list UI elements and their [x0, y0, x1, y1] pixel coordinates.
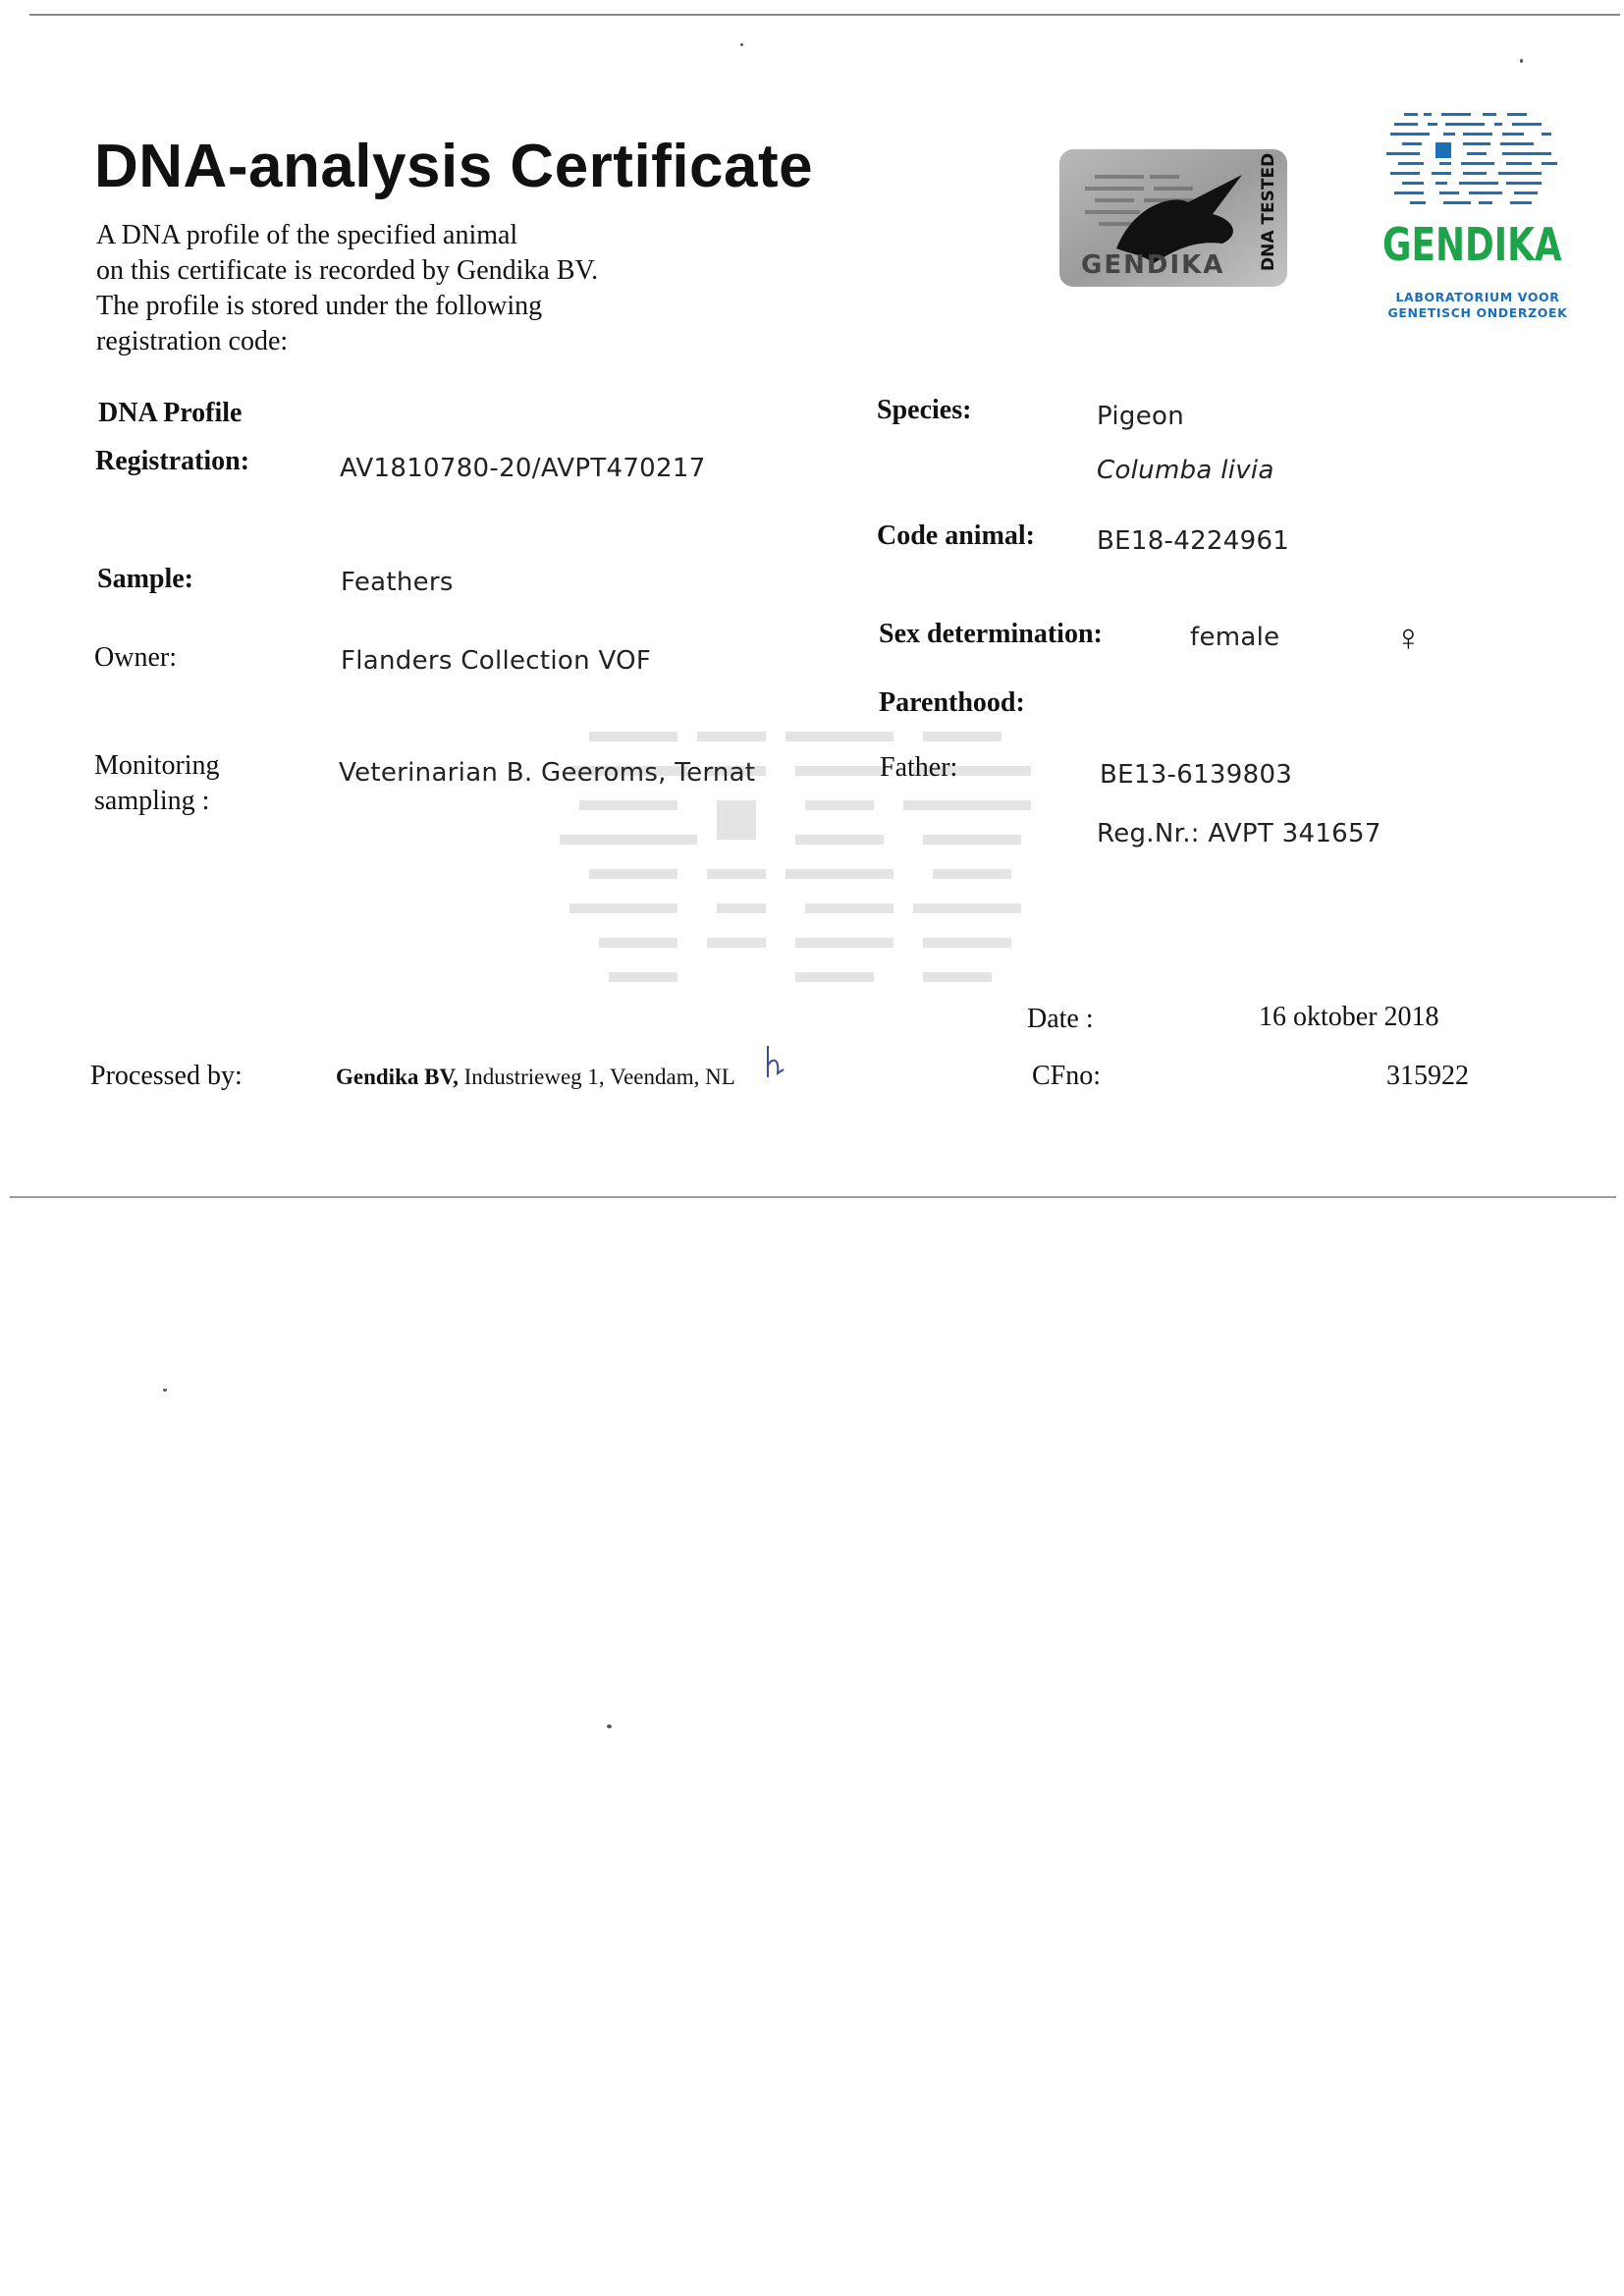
- bottom-border-rule: [10, 1196, 1616, 1198]
- date-label: Date :: [1027, 1004, 1094, 1034]
- scan-speck: [163, 1389, 167, 1392]
- father-reg-value: AVPT 341657: [1208, 819, 1381, 848]
- logo-subtitle-line: LABORATORIUM VOOR: [1395, 290, 1560, 304]
- father-reg: [1097, 819, 1381, 848]
- father-reg-label: Reg.Nr.:: [1097, 819, 1200, 848]
- species-common-value: Pigeon: [1097, 402, 1185, 431]
- cfno-label: CFno:: [1032, 1061, 1102, 1091]
- owner-label: Owner:: [94, 642, 177, 673]
- stamp-brand: GENDIKA: [1081, 250, 1225, 280]
- registration-label: Registration:: [95, 446, 250, 476]
- owner-value: Flanders Collection VOF: [341, 646, 652, 676]
- father-label: Father:: [880, 752, 958, 783]
- monitoring-label-line2: sampling :: [94, 786, 210, 816]
- gendika-logo-subtitle: [1386, 290, 1569, 321]
- processed-by-value: [336, 1065, 735, 1090]
- father-value: BE13-6139803: [1100, 760, 1293, 790]
- certificate-title: DNA-analysis Certificate: [94, 133, 814, 200]
- monitoring-label-line1: Monitoring: [94, 750, 220, 781]
- species-label: Species:: [877, 395, 972, 425]
- handwritten-initial-mark: [762, 1044, 789, 1085]
- gendika-logo-mark: [1384, 111, 1566, 209]
- date-value: 16 oktober 2018: [1259, 1002, 1439, 1032]
- gendika-logo-text: GENDIKA: [1382, 218, 1562, 271]
- code-animal-label: Code animal:: [877, 520, 1035, 551]
- stamp-badge: DNA TESTED: [1259, 152, 1278, 271]
- certificate-intro: [96, 218, 646, 359]
- scan-speck: [740, 43, 743, 46]
- scan-speck: [607, 1724, 612, 1728]
- intro-line: registration code:: [96, 326, 289, 356]
- intro-line: on this certificate is recorded by Gendika BV.: [96, 255, 599, 286]
- sample-label: Sample:: [97, 564, 193, 594]
- registration-value: AV1810780-20/AVPT470217: [340, 454, 706, 483]
- sex-determination-label: Sex determination:: [879, 619, 1103, 649]
- processed-by-label: Processed by:: [90, 1061, 243, 1091]
- intro-line: A DNA profile of the specified animal: [96, 220, 518, 250]
- female-symbol: ♀: [1394, 618, 1423, 659]
- sex-value: female: [1190, 623, 1280, 652]
- top-border-rule: [29, 14, 1620, 16]
- sample-value: Feathers: [341, 568, 454, 597]
- dna-profile-label: DNA Profile: [98, 398, 243, 428]
- scan-speck: [1520, 59, 1523, 63]
- code-animal-value: BE18-4224961: [1097, 526, 1290, 556]
- parenthood-label: Parenthood:: [879, 687, 1025, 718]
- species-latin-value: Columba livia: [1097, 456, 1274, 485]
- processed-company: Gendika BV,: [336, 1065, 459, 1089]
- cfno-value: 315922: [1386, 1061, 1469, 1091]
- monitoring-value: Veterinarian B. Geeroms, Ternat: [339, 758, 756, 788]
- stamp-graphic: [1056, 145, 1291, 291]
- logo-subtitle-line: GENETISCH ONDERZOEK: [1387, 305, 1568, 320]
- dna-tested-stamp: [1056, 145, 1291, 291]
- intro-line: The profile is stored under the following: [96, 291, 543, 321]
- processed-address: Industrieweg 1, Veendam, NL: [463, 1065, 735, 1089]
